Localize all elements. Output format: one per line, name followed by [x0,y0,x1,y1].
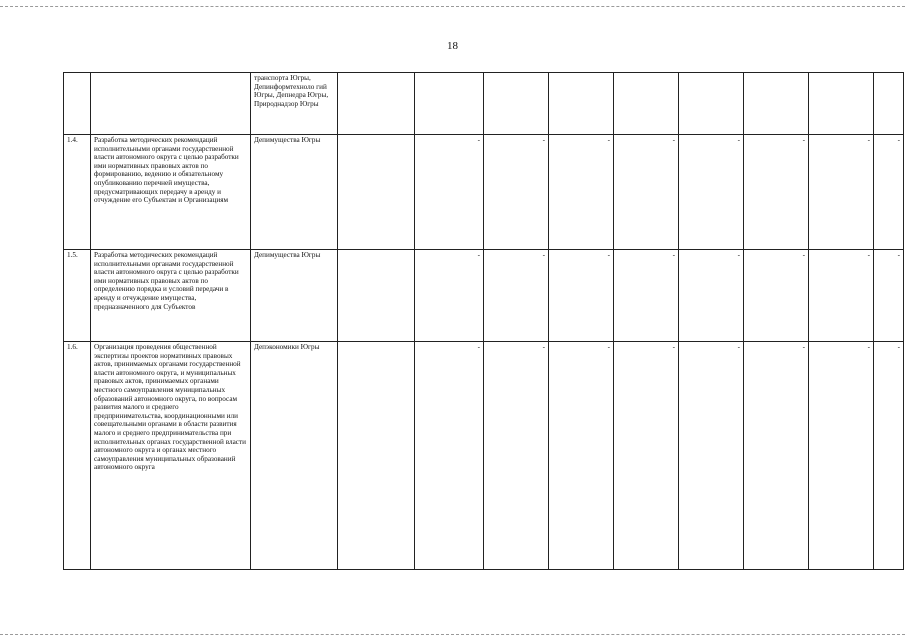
scan-edge-bottom [0,634,905,635]
value-cell [549,73,614,135]
row-number [64,73,91,135]
value-cell: - [614,250,679,342]
value-cell: - [679,250,744,342]
value-cell: - [874,135,904,250]
measure-name: Разработка методических рекомендаций исполнительными органами государственной власти автономного округа с целью разработки ими нормативных правовых актов по формированию, ведению и обязательному опубликованию перечней имущества, предусматривающих передачу в аренду и отчуждение его Субъектам и Организациям [91,135,251,250]
value-cell [679,73,744,135]
blank-cell [338,342,415,570]
value-cell: - [415,342,484,570]
executor: Депимущества Югры [251,250,338,342]
row-number: 1.4. [64,135,91,250]
value-cell: - [549,342,614,570]
table-row [64,135,904,250]
value-cell: - [809,250,874,342]
value-cell: - [614,342,679,570]
value-cell: - [874,342,904,570]
blank-cell [338,135,415,250]
value-cell: - [809,135,874,250]
measure-name: Разработка методических рекомендаций исполнительными органами государственной власти автономного округа с целью разработки ими нормативных правовых актов по определению порядка и условий передачи в аренду и отчуждение имущества, предназначенного для Субъектов [91,250,251,342]
measure-name: Организация проведения общественной экспертизы проектов нормативных правовых актов, принимаемых органами государственной власти автономного округа, и муниципальных правовых актов, принимаемых органами местного самоуправления муниципальных образований автономного округа, по вопросам развития малого и среднего предпринимательства, координационными или совещательными органами в области развития малого и среднего предпринимательства при исполнительных органах государственной власти автономного округа и органах местного самоуправления муниципальных образований автономного округа [91,342,251,570]
value-cell [484,73,549,135]
executor: Депэкономики Югры [251,342,338,570]
page-number: 18 [447,40,458,52]
value-cell: - [744,135,809,250]
value-cell: - [549,250,614,342]
table-row [64,250,904,342]
executor: транспорта Югры, Депинформтехноло гий Югры, Депнедра Югры, Природнадзор Югры [251,73,338,135]
value-cell: - [484,135,549,250]
blank-cell [338,73,415,135]
scan-edge-top [0,6,905,7]
value-cell [809,73,874,135]
value-cell: - [679,135,744,250]
value-cell: - [679,342,744,570]
value-cell [744,73,809,135]
measure-name [91,73,251,135]
value-cell: - [614,135,679,250]
value-cell: - [549,135,614,250]
measures-table [63,72,904,570]
value-cell [874,73,904,135]
blank-cell [338,250,415,342]
value-cell [415,73,484,135]
table-row [64,342,904,570]
value-cell: - [874,250,904,342]
value-cell: - [809,342,874,570]
row-number: 1.5. [64,250,91,342]
row-number: 1.6. [64,342,91,570]
value-cell [614,73,679,135]
value-cell: - [484,342,549,570]
table-body [64,73,904,570]
value-cell: - [415,250,484,342]
value-cell: - [744,342,809,570]
value-cell: - [744,250,809,342]
executor: Депимущества Югры [251,135,338,250]
value-cell: - [415,135,484,250]
table-row [64,73,904,135]
value-cell: - [484,250,549,342]
